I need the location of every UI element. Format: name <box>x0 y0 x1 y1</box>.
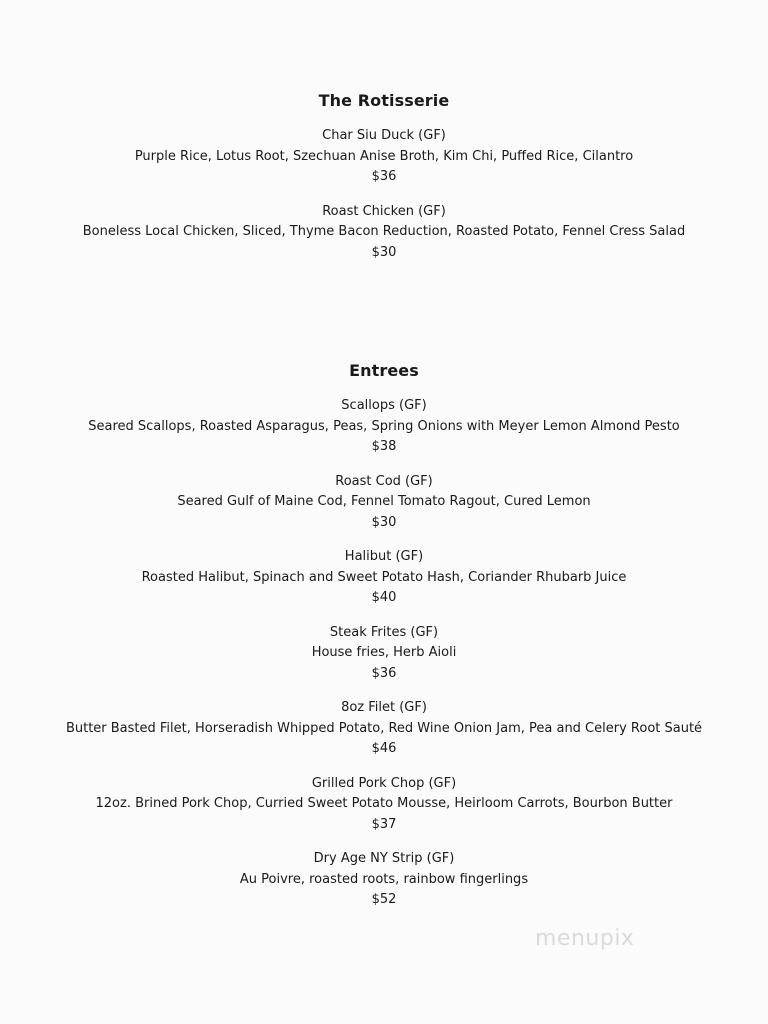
item-description: Seared Gulf of Maine Cod, Fennel Tomato Ragout, Cured Lemon <box>177 494 591 509</box>
item-name: Scallops (GF) <box>341 398 427 413</box>
item-description: Seared Scallops, Roasted Asparagus, Peas, Spring Onions with Meyer Lemon Almond Pesto <box>88 418 680 434</box>
item-price: $40 <box>371 590 397 605</box>
menu-item <box>0 849 768 911</box>
menu-item <box>0 623 768 685</box>
item-price: $52 <box>371 892 397 907</box>
menu-item <box>0 472 768 534</box>
menu-item <box>0 396 768 458</box>
section-rotisserie <box>0 90 768 277</box>
section-entrees <box>0 360 768 925</box>
item-price: $30 <box>371 244 397 260</box>
watermark-logo: menupix <box>535 926 635 951</box>
item-price: $46 <box>371 741 397 756</box>
item-description: Au Poivre, roasted roots, rainbow fingerlings <box>239 871 529 887</box>
item-price: $37 <box>371 816 397 832</box>
item-description: Purple Rice, Lotus Root, Szechuan Anise Broth, Kim Chi, Puffed Rice, Cilantro <box>134 148 634 164</box>
item-description: House fries, Herb Aioli <box>311 645 457 660</box>
section-title: The Rotisserie <box>318 91 450 110</box>
item-name: Char Siu Duck (GF) <box>322 128 446 143</box>
menu-item <box>0 126 768 188</box>
item-name: Roast Chicken (GF) <box>322 203 446 219</box>
item-name: Halibut (GF) <box>344 549 424 564</box>
item-name: 8oz Filet (GF) <box>341 700 427 715</box>
menu-item <box>0 202 768 264</box>
menu-item <box>0 698 768 760</box>
item-name: Steak Frites (GF) <box>329 624 439 640</box>
menu-item <box>0 774 768 836</box>
item-price: $36 <box>371 665 397 681</box>
item-price: $38 <box>371 439 397 454</box>
item-description: 12oz. Brined Pork Chop, Curried Sweet Potato Mousse, Heirloom Carrots, Bourbon Butter <box>95 796 673 811</box>
menu-item <box>0 547 768 609</box>
item-description: Roasted Halibut, Spinach and Sweet Potato Hash, Coriander Rhubarb Juice <box>141 569 627 585</box>
item-name: Roast Cod (GF) <box>335 473 433 489</box>
item-price: $30 <box>371 514 397 530</box>
section-title: Entrees <box>349 361 419 380</box>
item-name: Grilled Pork Chop (GF) <box>311 775 457 791</box>
item-price: $36 <box>371 169 397 184</box>
item-description: Butter Basted Filet, Horseradish Whipped Potato, Red Wine Onion Jam, Pea and Celery Root Sauté <box>65 720 703 736</box>
item-name: Dry Age NY Strip (GF) <box>313 851 455 866</box>
item-description: Boneless Local Chicken, Sliced, Thyme Bacon Reduction, Roasted Potato, Fennel Cress Salad <box>82 224 686 239</box>
